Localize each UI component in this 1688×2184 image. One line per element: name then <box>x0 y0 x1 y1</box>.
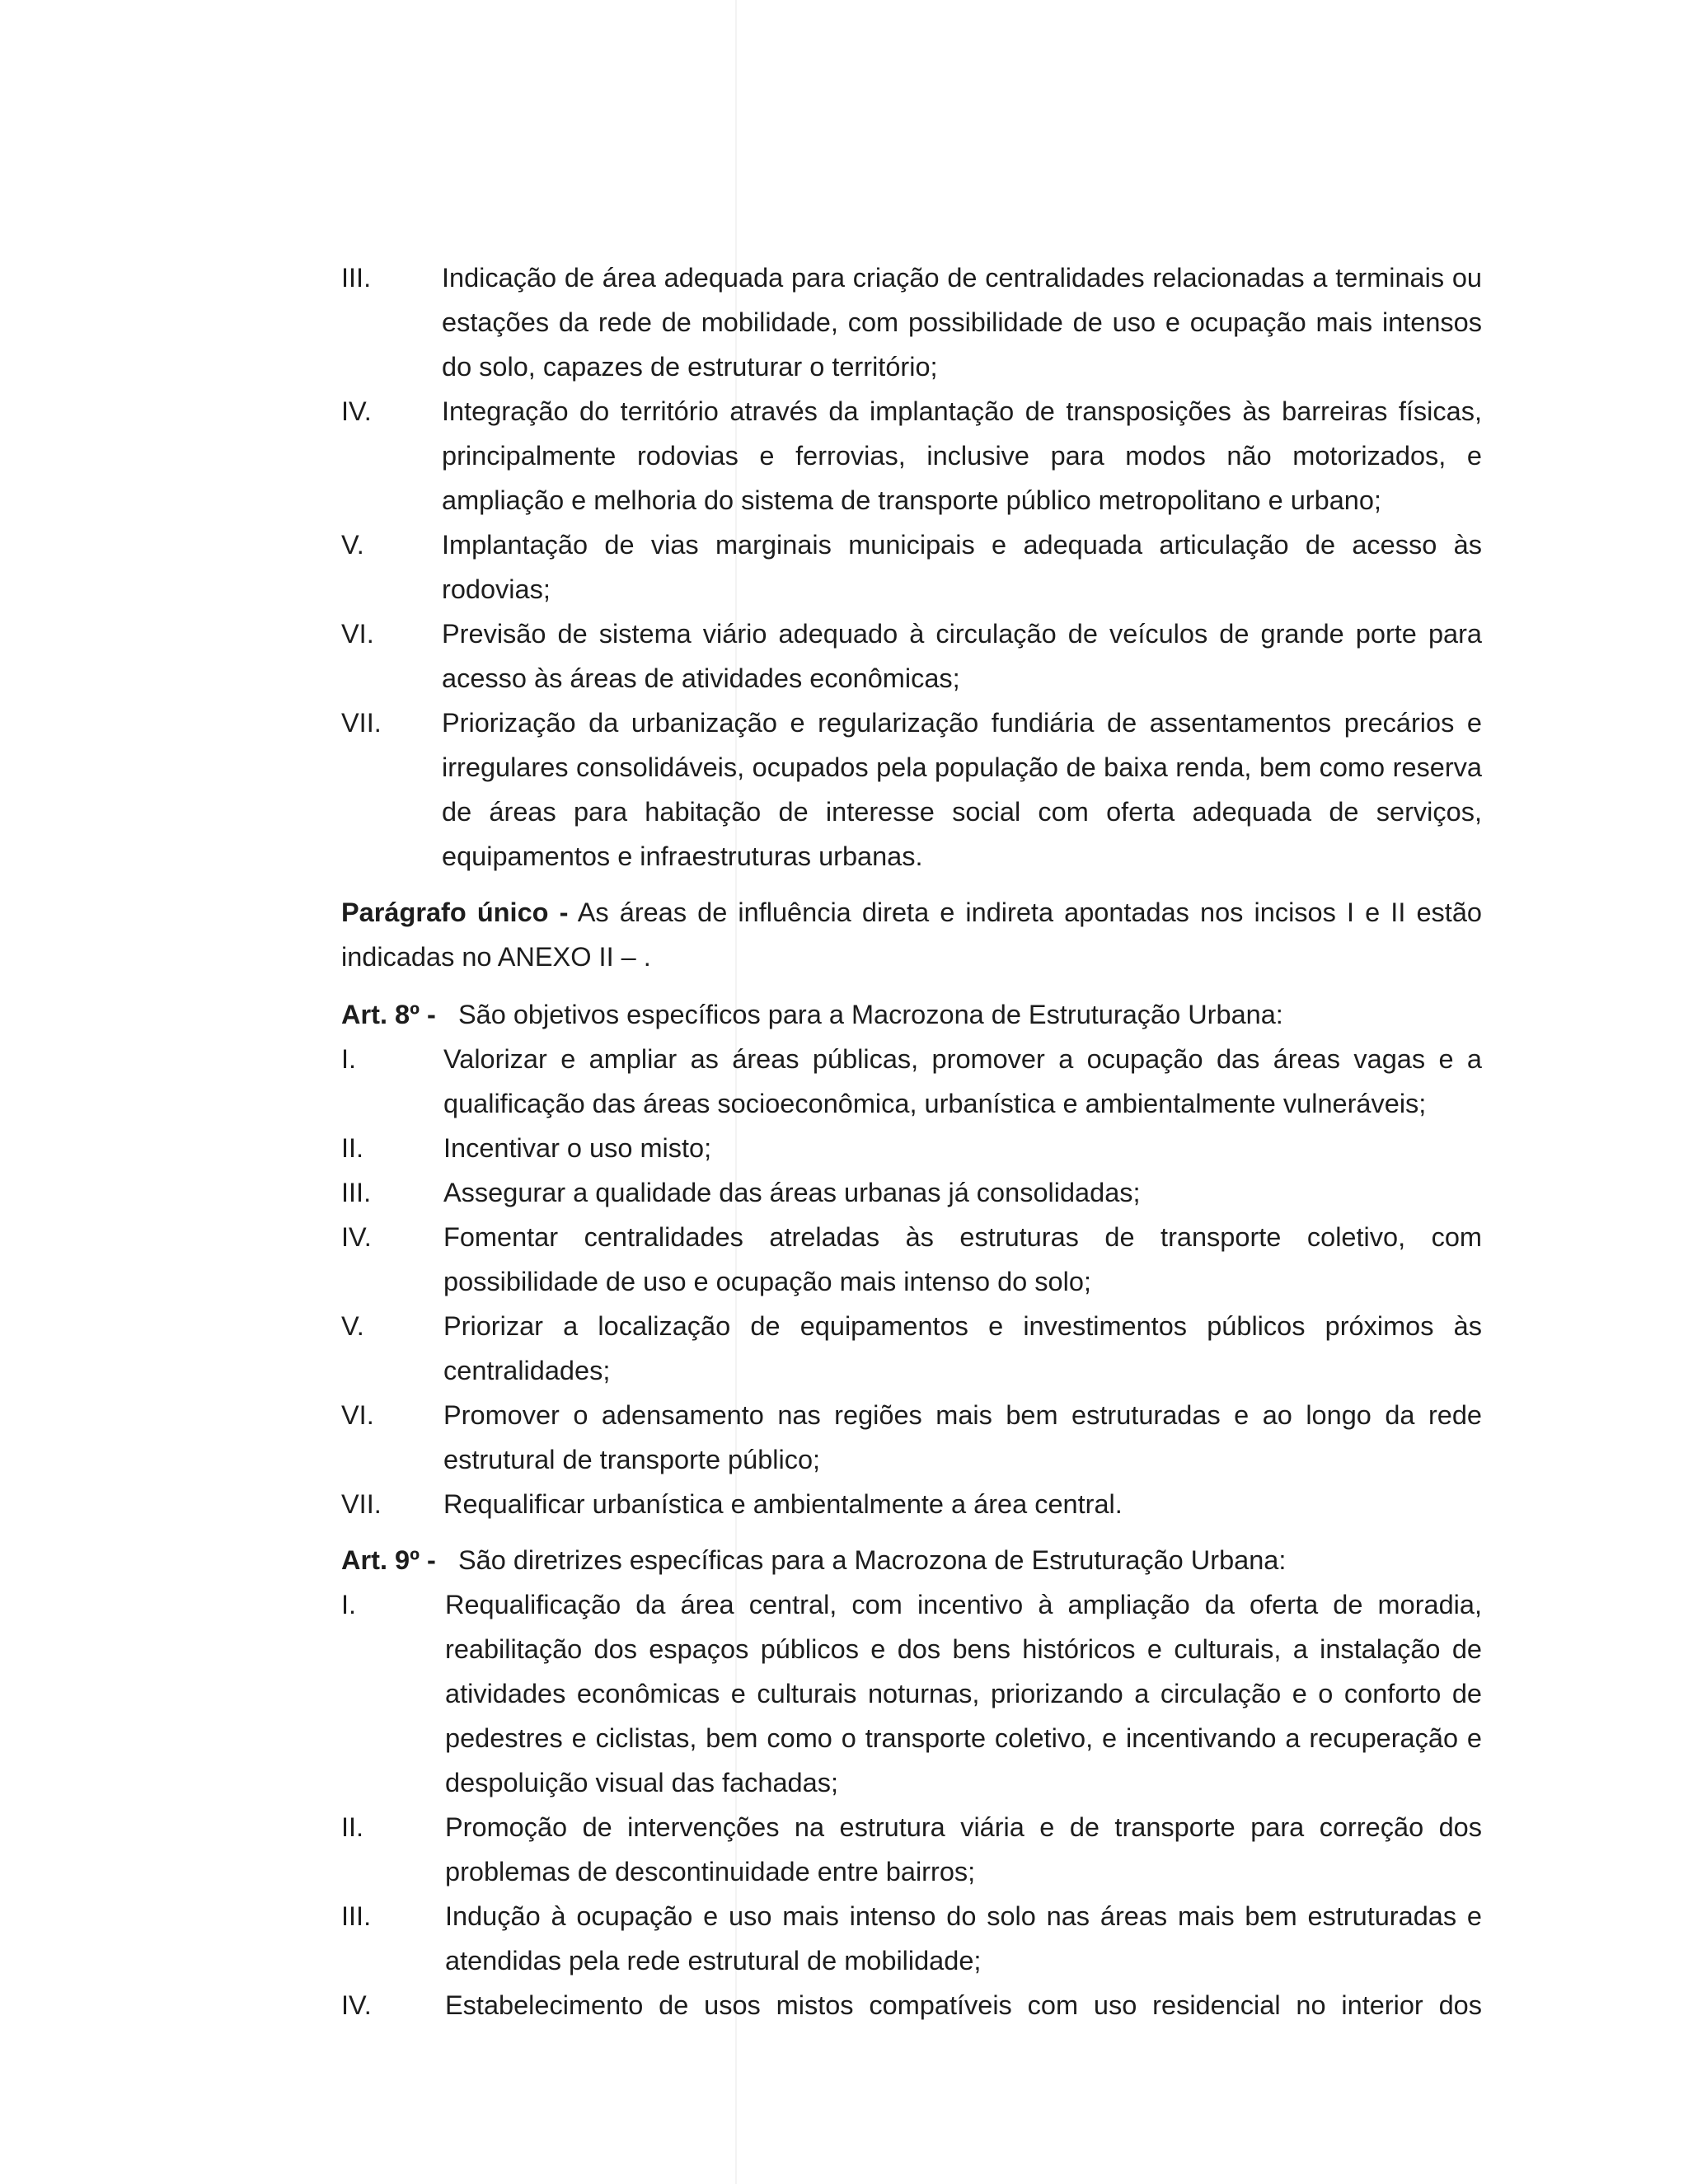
article-8-label: Art. 8º - <box>341 1000 436 1029</box>
article-9 <box>341 1538 1482 2027</box>
item-text: Promoção de intervenções na estrutura viária e de transporte para correção dos problemas de descontinuidade entre bairros; <box>445 1812 1482 1886</box>
item-number: III. <box>341 263 372 293</box>
article-9-heading <box>341 1538 1482 1582</box>
item-number: IV. <box>341 1222 372 1252</box>
item-text: Priorizar a localização de equipamentos e investimentos públicos próximos às centralidades; <box>443 1311 1482 1385</box>
list-item <box>341 1482 1482 1526</box>
list-item <box>341 1393 1482 1482</box>
list-item <box>341 523 1482 612</box>
list-item <box>341 701 1482 879</box>
item-number: V. <box>341 1311 364 1341</box>
list-item <box>341 1215 1482 1304</box>
list-item <box>341 1170 1482 1215</box>
item-text: Requalificar urbanística e ambientalmente a área central. <box>443 1489 1123 1519</box>
paragrafo-unico <box>341 890 1482 979</box>
item-text: Incentivar o uso misto; <box>443 1133 712 1163</box>
item-text: Promover o adensamento nas regiões mais bem estruturadas e ao longo da rede estrutural de transporte público; <box>443 1400 1482 1474</box>
item-text: Assegurar a qualidade das áreas urbanas já consolidadas; <box>443 1178 1141 1207</box>
item-number: III. <box>341 1178 372 1207</box>
item-text: Estabelecimento de usos mistos compatíveis com uso residencial no interior dos <box>445 1990 1482 2020</box>
item-text: Fomentar centralidades atreladas às estruturas de transporte coletivo, com possibilidade de uso e ocupação mais intenso do solo; <box>443 1222 1482 1296</box>
article-8-heading <box>341 992 1482 1037</box>
item-text: Requalificação da área central, com incentivo à ampliação da oferta de moradia, reabilitação dos espaços públicos e dos bens históricos e culturais, a instalação de atividades econômicas e culturais noturnas, priorizando a circulação e o conforto de pedestres e ciclistas, bem como o transporte coletivo, e incentivando a recuperação e despoluição visual das fachadas; <box>445 1590 1482 1797</box>
list-item <box>341 1805 1482 1894</box>
paragrafo-unico-text: As áreas de influência direta e indireta apontadas nos incisos I e II estão indicadas no ANEXO II – . <box>341 898 1482 972</box>
item-number: III. <box>341 1901 372 1931</box>
item-number: II. <box>341 1133 364 1163</box>
previous-article-items <box>341 255 1482 879</box>
item-text: Previsão de sistema viário adequado à circulação de veículos de grande porte para acesso às áreas de atividades econômicas; <box>442 619 1482 693</box>
item-text: Priorização da urbanização e regularização fundiária de assentamentos precários e irregulares consolidáveis, ocupados pela população de baixa renda, bem como reserva de áreas para habitação de interesse social com oferta adequada de serviços, equipamentos e infraestruturas urbanas. <box>442 708 1482 871</box>
list-item <box>341 1126 1482 1170</box>
item-number: VII. <box>341 1489 382 1519</box>
list-item <box>341 1894 1482 1983</box>
item-number: IV. <box>341 396 372 426</box>
item-number: II. <box>341 1812 364 1842</box>
list-item <box>341 1037 1482 1126</box>
list-item <box>341 255 1482 389</box>
list-item <box>341 1983 1482 2027</box>
item-text: Indicação de área adequada para criação de centralidades relacionadas a terminais ou estações da rede de mobilidade, com possibilidade de uso e ocupação mais intensos do solo, capazes de estruturar o território; <box>442 263 1482 382</box>
item-number: VII. <box>341 708 382 738</box>
article-9-heading-text: São diretrizes específicas para a Macrozona de Estruturação Urbana: <box>458 1545 1287 1575</box>
article-9-label: Art. 9º - <box>341 1545 436 1575</box>
article-8 <box>341 992 1482 1526</box>
item-number: VI. <box>341 619 374 649</box>
list-item <box>341 389 1482 523</box>
list-item <box>341 1304 1482 1393</box>
item-text: Valorizar e ampliar as áreas públicas, promover a ocupação das áreas vagas e a qualificação das áreas socioeconômica, urbanística e ambientalmente vulneráveis; <box>443 1044 1482 1118</box>
list-item <box>341 1582 1482 1805</box>
list-item <box>341 612 1482 701</box>
item-text: Indução à ocupação e uso mais intenso do solo nas áreas mais bem estruturadas e atendidas pela rede estrutural de mobilidade; <box>445 1901 1482 1975</box>
article-8-heading-text: São objetivos específicos para a Macrozona de Estruturação Urbana: <box>458 1000 1283 1029</box>
paragrafo-unico-label: Parágrafo único - <box>341 898 569 927</box>
item-number: VI. <box>341 1400 374 1430</box>
item-text: Integração do território através da implantação de transposições às barreiras físicas, principalmente rodovias e ferrovias, inclusive para modos não motorizados, e ampliação e melhoria do sistema de transporte público metropolitano e urbano; <box>442 396 1482 515</box>
item-text: Implantação de vias marginais municipais e adequada articulação de acesso às rodovias; <box>442 530 1482 604</box>
item-number: IV. <box>341 1990 372 2020</box>
item-number: I. <box>341 1044 357 1074</box>
item-number: I. <box>341 1590 357 1619</box>
item-number: V. <box>341 530 364 560</box>
